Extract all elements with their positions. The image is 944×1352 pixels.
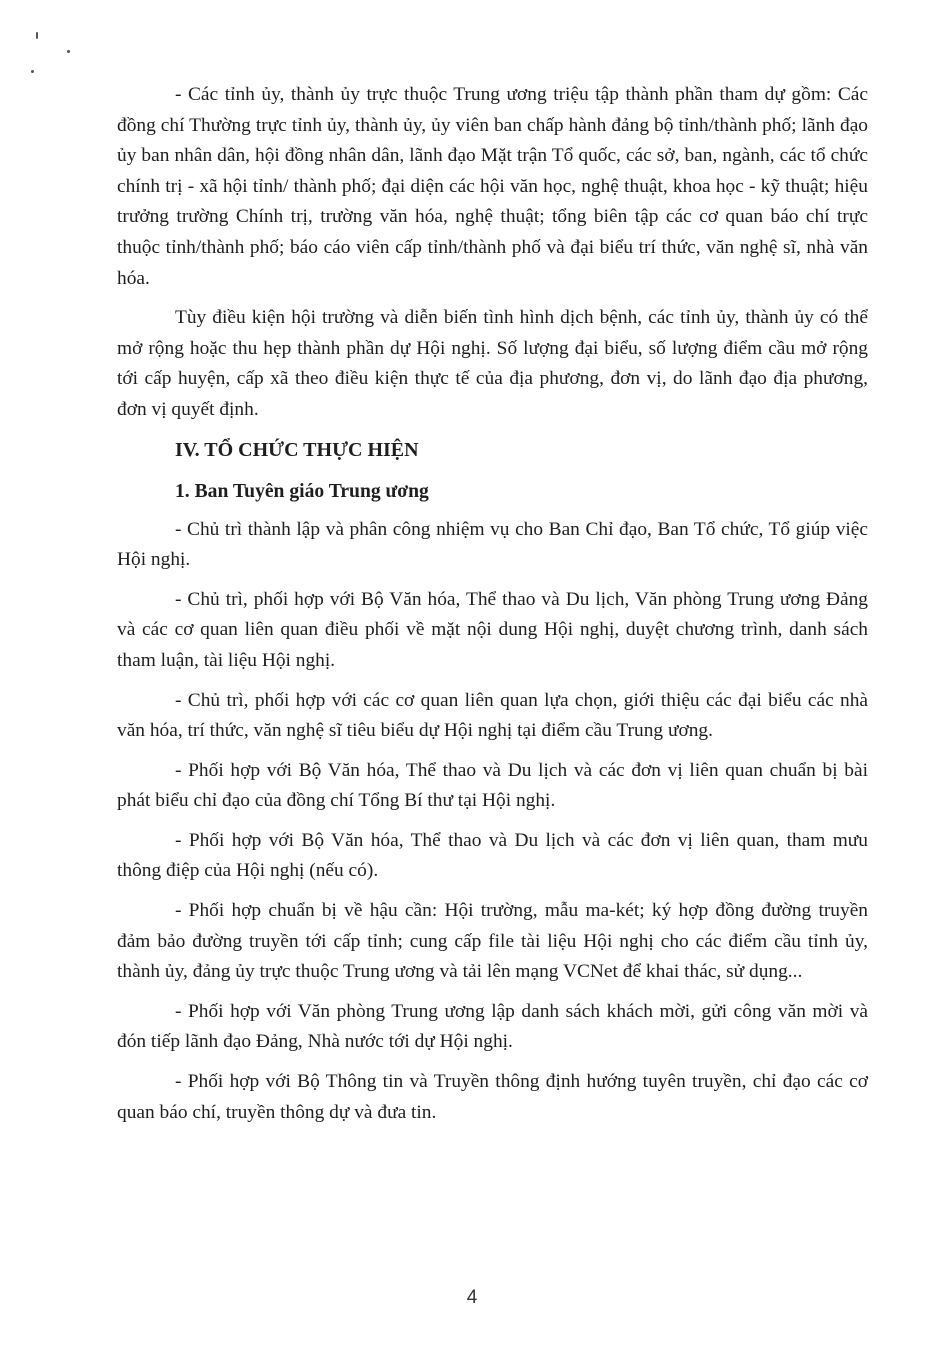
task-item: - Chủ trì thành lập và phân công nhiệm vụ cho Ban Chỉ đạo, Ban Tổ chức, Tổ giúp việc Hội nghị. (117, 518, 868, 571)
section-heading: IV. TỔ CHỨC THỰC HIỆN (175, 438, 419, 461)
task-item: - Chủ trì, phối hợp với Bộ Văn hóa, Thể thao và Du lịch, Văn phòng Trung ương Đảng và các cơ quan liên quan điều phối về mặt nội dung Hội nghị, duyệt chương trình, danh sách tham luận, tài liệu Hội nghị. (117, 588, 868, 671)
scan-speck (36, 32, 38, 39)
subsection-heading: 1. Ban Tuyên giáo Trung ương (175, 480, 429, 502)
document-page (117, 80, 868, 1137)
task-item: - Phối hợp chuẩn bị về hậu cần: Hội trường, mẫu ma-két; ký hợp đồng đường truyền đảm bảo đường truyền tới cấp tỉnh; cung cấp file tài liệu Hội nghị cho các điểm cầu tỉnh ủy, thành ủy, đảng ủy trực thuộc Trung ương và tải lên mạng VCNet để khai thác, sử dụng... (117, 900, 868, 983)
paragraph-attendees: - Các tỉnh ủy, thành ủy trực thuộc Trung ương triệu tập thành phần tham dự gồm: Các đồng chí Thường trực tỉnh ủy, thành ủy, ủy viên ban chấp hành đảng bộ tỉnh/thành phố; lãnh đạo ủy ban nhân dân, hội đồng nhân dân, lãnh đạo Mặt trận Tổ quốc, các sở, ban, ngành, các tổ chức chính trị - xã hội tỉnh/ thành phố; đại diện các hội văn học, nghệ thuật, khoa học - kỹ thuật; hiệu trưởng trường Chính trị, trường văn hóa, nghệ thuật; tổng biên tập các cơ quan báo chí trực thuộc tỉnh/thành phố; báo cáo viên cấp tỉnh/thành phố và đại biểu trí thức, văn nghệ sĩ, nhà văn hóa. (117, 84, 868, 289)
page-number: 4 (466, 1287, 478, 1308)
scan-speck (31, 70, 34, 73)
task-item: - Chủ trì, phối hợp với các cơ quan liên quan lựa chọn, giới thiệu các đại biểu các nhà văn hóa, trí thức, văn nghệ sĩ tiêu biểu dự Hội nghị tại điểm cầu Trung ương. (117, 689, 868, 742)
paragraph-scope: Tùy điều kiện hội trường và diễn biến tình hình dịch bệnh, các tỉnh ủy, thành ủy có thể mở rộng hoặc thu hẹp thành phần dự Hội nghị. Số lượng đại biểu, số lượng điểm cầu mở rộng tới cấp huyện, cấp xã theo điều kiện thực tế của địa phương, đơn vị, do lãnh đạo địa phương, đơn vị quyết định. (117, 307, 868, 420)
task-item: - Phối hợp với Bộ Văn hóa, Thể thao và Du lịch và các đơn vị liên quan chuẩn bị bài phát biểu chỉ đạo của đồng chí Tổng Bí thư tại Hội nghị. (117, 759, 868, 812)
scan-speck (67, 50, 70, 53)
task-item: - Phối hợp với Bộ Văn hóa, Thể thao và Du lịch và các đơn vị liên quan, tham mưu thông điệp của Hội nghị (nếu có). (117, 829, 868, 882)
task-item: - Phối hợp với Bộ Thông tin và Truyền thông định hướng tuyên truyền, chỉ đạo các cơ quan báo chí, truyền thông dự và đưa tin. (117, 1071, 868, 1123)
task-item: - Phối hợp với Văn phòng Trung ương lập danh sách khách mời, gửi công văn mời và đón tiếp lãnh đạo Đảng, Nhà nước tới dự Hội nghị. (117, 1000, 868, 1053)
